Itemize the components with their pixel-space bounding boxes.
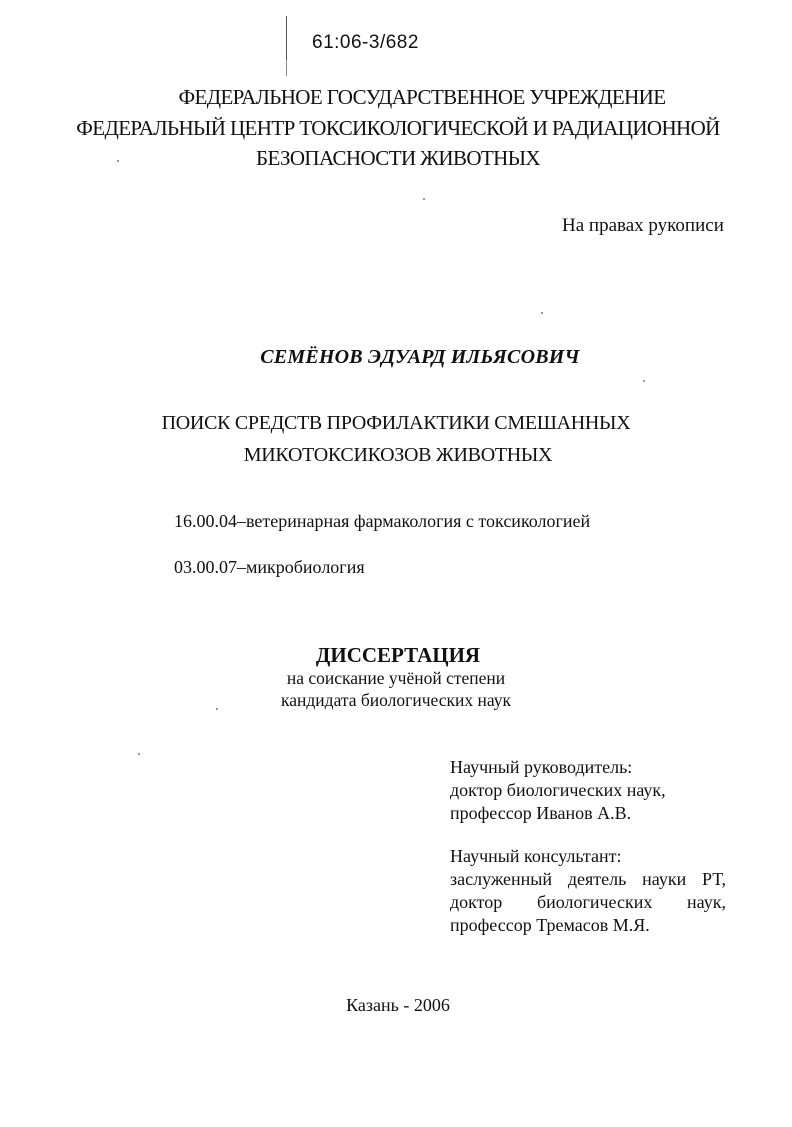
consultant-name: профессор Тремасов М.Я. bbox=[450, 915, 650, 935]
consultant-word: доктор bbox=[450, 892, 503, 912]
thesis-title-line-1: ПОИСК СРЕДСТВ ПРОФИЛАКТИКИ СМЕШАННЫХ bbox=[161, 412, 631, 434]
archive-code: 61:06-3/682 bbox=[312, 32, 419, 53]
city-year: Казань - 2006 bbox=[346, 995, 450, 1015]
scan-speck bbox=[117, 160, 119, 162]
margin-rule-lower bbox=[286, 60, 287, 76]
consultant-block bbox=[450, 845, 726, 937]
scan-speck bbox=[643, 380, 645, 382]
thesis-title-line-2: МИКОТОКСИКОЗОВ ЖИВОТНЫХ bbox=[243, 444, 553, 466]
consultant-word: биологических bbox=[536, 892, 653, 912]
degree-line-2: кандидата биологических наук bbox=[281, 690, 511, 710]
specialty-2: 03.00.07–микробиология bbox=[174, 557, 365, 577]
scan-speck bbox=[423, 198, 425, 200]
scan-speck bbox=[541, 312, 543, 314]
work-type: ДИССЕРТАЦИЯ bbox=[315, 643, 481, 667]
author-name: СЕМЁНОВ ЭДУАРД ИЛЬЯСОВИЧ bbox=[260, 346, 580, 368]
rights-note: На правах рукописи bbox=[562, 215, 724, 236]
supervisor-name: профессор Иванов А.В. bbox=[450, 803, 632, 823]
consultant-title-line bbox=[450, 868, 726, 891]
supervisor-block bbox=[450, 756, 726, 825]
scan-speck bbox=[138, 753, 140, 755]
supervisor-heading: Научный руководитель: bbox=[450, 757, 633, 777]
institution-line-3: БЕЗОПАСНОСТИ ЖИВОТНЫХ bbox=[256, 146, 540, 170]
specialty-1: 16.00.04–ветеринарная фармакология с токсикологией bbox=[174, 511, 591, 531]
consultant-word: наук, bbox=[687, 892, 726, 912]
consultant-word: науки bbox=[642, 869, 687, 889]
scan-speck bbox=[216, 708, 218, 710]
consultant-heading: Научный консультант: bbox=[450, 846, 622, 866]
degree-line-1: на соискание учёной степени bbox=[286, 668, 506, 688]
institution-line-1: ФЕДЕРАЛЬНОЕ ГОСУДАРСТВЕННОЕ УЧРЕЖДЕНИЕ bbox=[178, 85, 666, 109]
institution-line-2: ФЕДЕРАЛЬНЫЙ ЦЕНТР ТОКСИКОЛОГИЧЕСКОЙ И РАДИАЦИОННОЙ bbox=[76, 116, 720, 140]
supervisor-degree: доктор биологических наук, bbox=[450, 780, 666, 800]
consultant-word: деятель bbox=[567, 869, 627, 889]
consultant-word: заслуженный bbox=[450, 869, 553, 889]
consultant-degree-line bbox=[450, 891, 726, 914]
consultant-word: РТ, bbox=[702, 869, 726, 889]
